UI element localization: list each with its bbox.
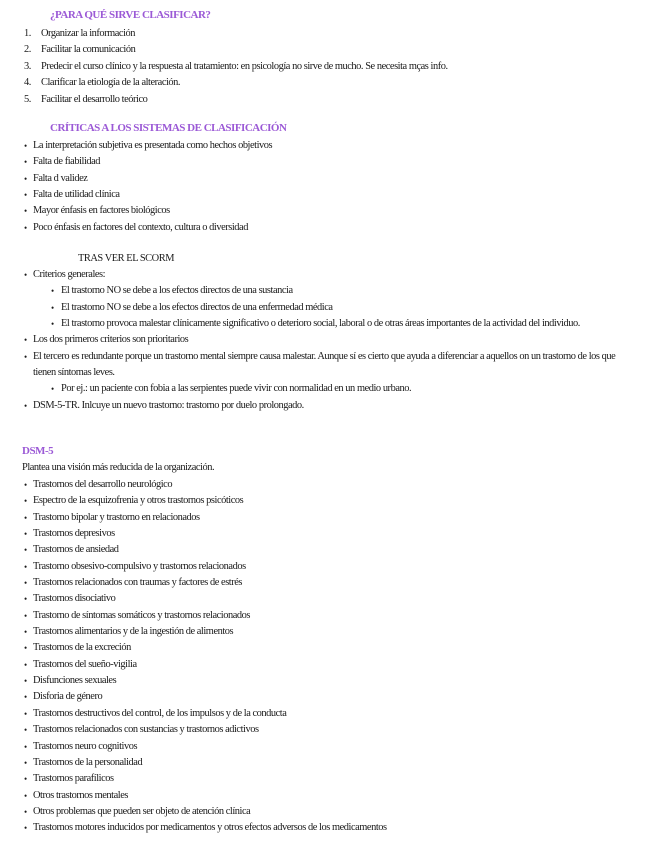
list-item: • Trastornos de la personalidad	[0, 755, 640, 771]
sub-list-item: • El trastorno provoca malestar clínicamente significativo o deterioro social, laboral o de otras áreas importantes de la actividad del individuo.	[33, 316, 624, 332]
ejemplo-sublist	[33, 381, 640, 397]
list-item	[0, 267, 640, 332]
list-item: • Trastornos de ansiedad	[0, 542, 640, 558]
list-item	[0, 349, 640, 398]
section-title-scorm: TRAS VER EL SCORM	[78, 253, 174, 264]
list-item: • Trastornos de la excreción	[0, 640, 640, 656]
dsm5-intro: Plantea una visión más reducida de la organización.	[22, 462, 215, 473]
dsm5-disorders-list	[0, 477, 640, 837]
section-title-para-que-sirve: ¿PARA QUÉ SIRVE CLASIFICAR?	[50, 9, 211, 21]
list-item: • Falta de fiabilidad	[0, 154, 640, 170]
list-item: • Trastornos relacionados con sustancias y trastornos adictivos	[0, 722, 640, 738]
list-item: • Trastornos del desarrollo neurológico	[0, 477, 640, 493]
list-item: • Espectro de la esquizofrenia y otros trastornos psicóticos	[0, 493, 640, 509]
purpose-item: 5. Facilitar el desarrollo teórico	[24, 93, 148, 105]
list-item: • Disfunciones sexuales	[0, 673, 640, 689]
list-item: • Disforia de género	[0, 689, 640, 705]
scorm-list	[0, 267, 640, 414]
list-item: • Otros problemas que pueden ser objeto de atención clínica	[0, 804, 640, 820]
sub-list-item: • Por ej.: un paciente con fobia a las serpientes puede vivir con normalidad en un medio urbano.	[33, 381, 640, 397]
section-title-criticas: CRÍTICAS A LOS SISTEMAS DE CLASIFICACIÓN	[50, 122, 287, 134]
list-item: • Trastornos motores inducidos por medicamentos y otros efectos adversos de los medicamentos	[0, 820, 640, 836]
purpose-item: 2. Facilitar la comunicación	[24, 44, 136, 56]
purpose-item: 4. Clarificar la etiología de la alteración.	[24, 77, 181, 89]
list-item: • Otros trastornos mentales	[0, 788, 640, 804]
tercero-text: El tercero es redundante porque un trastorno mental siempre causa malestar. Aunque sí es cierto que ayuda a diferenciar a aquellos on un trastorno de los que tienen síntomas leves.	[33, 350, 616, 378]
list-item: • Trastornos depresivos	[0, 526, 640, 542]
list-item: • Trastorno obsesivo-compulsivo y trastornos relacionados	[0, 559, 640, 575]
purpose-item: 3. Predecir el curso clínico y la respuesta al tratamiento: en psicología no sirve de mucho. Se necesita mças info.	[24, 60, 448, 72]
criterios-label: Criterios generales:	[33, 269, 106, 280]
list-item: • Trastornos alimentarios y de la ingestión de alimentos	[0, 624, 640, 640]
criticisms-list	[0, 138, 640, 236]
list-item: • Los dos primeros criterios son prioritarios	[0, 332, 640, 348]
list-item: • DSM-5-TR. Inlcuye un nuevo trastorno: trastorno por duelo prolongado.	[0, 398, 640, 414]
list-item: • La interpretación subjetiva es presentada como hechos objetivos	[0, 138, 640, 154]
sub-list-item: • El trastorno NO se debe a los efectos directos de una sustancia	[33, 283, 640, 299]
sub-list-item: • El trastorno NO se debe a los efectos directos de una enfermedad médica	[33, 300, 640, 316]
list-item: • Trastornos destructivos del control, de los impulsos y de la conducta	[0, 706, 640, 722]
list-item: • Trastornos del sueño-vigilia	[0, 657, 640, 673]
list-item: • Trastornos neuro cognitivos	[0, 739, 640, 755]
purpose-item: 1. Organizar la información	[24, 28, 136, 39]
list-item: • Trastornos disociativo	[0, 591, 640, 607]
list-item: • Trastornos parafílicos	[0, 771, 640, 787]
purposes-list	[0, 26, 448, 108]
criterios-sublist	[33, 283, 640, 332]
list-item: • Trastorno bipolar y trastorno en relacionados	[0, 510, 640, 526]
list-item: • Trastornos relacionados con traumas y factores de estrés	[0, 575, 640, 591]
list-item: • Poco énfasis en factores del contexto, cultura o diversidad	[0, 220, 640, 236]
list-item: • Trastorno de síntomas somáticos y trastornos relacionados	[0, 608, 640, 624]
section-title-dsm5: DSM-5	[22, 445, 54, 457]
list-item: • Mayor énfasis en factores biológicos	[0, 203, 640, 219]
list-item: • Falta d validez	[0, 171, 640, 187]
list-item: • Falta de utilidad clínica	[0, 187, 640, 203]
